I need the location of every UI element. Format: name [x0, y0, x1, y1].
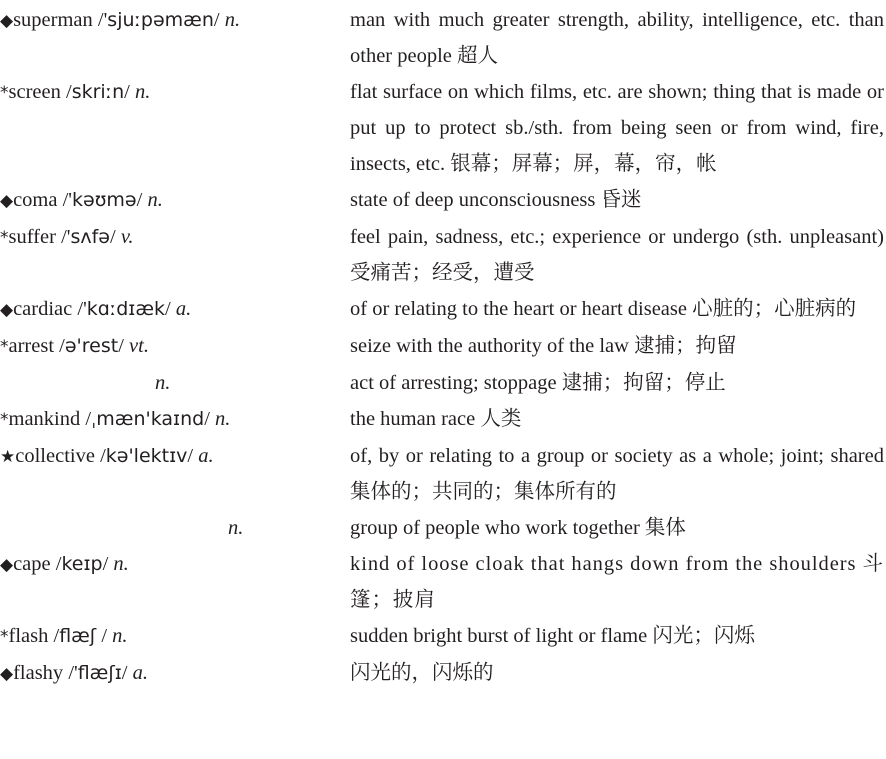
definition-cardiac: of or relating to the heart or heart disease 心脏的；心脏病的 — [350, 298, 857, 320]
headword-text: collective — [15, 445, 95, 467]
pron-open: /' — [55, 226, 71, 248]
glossary-entry-arrest — [0, 328, 884, 365]
pron-open: /' — [72, 298, 87, 320]
diamond-marker-icon: ◆ — [0, 555, 14, 575]
pron-open: / — [50, 553, 62, 575]
phonetic-transcription: keɪp — [61, 553, 103, 575]
pron-close: / — [102, 553, 114, 575]
headword-cape — [0, 546, 350, 583]
asterisk-marker-icon: * — [0, 410, 9, 430]
pron-open: /' — [57, 189, 72, 211]
phonetic-transcription: sjuːpəmæn — [107, 9, 214, 31]
headword-collective — [0, 438, 350, 475]
pron-close: / — [118, 335, 130, 357]
diamond-marker-icon: ◆ — [0, 300, 14, 320]
part-of-speech: n. — [215, 408, 231, 430]
glossary-entry-superman — [0, 2, 884, 74]
glossary-entry-collective-noun — [0, 510, 884, 546]
headword-flashy — [0, 655, 350, 692]
asterisk-marker-icon: * — [0, 627, 9, 647]
definition-suffer: feel pain, sadness, etc.; experience or undergo (sth. unpleasant) 受痛苦；经受，遭受 — [350, 226, 884, 284]
glossary-entry-cardiac — [0, 291, 884, 328]
phonetic-transcription: sʌfə — [70, 226, 110, 248]
pron-open: / — [48, 625, 60, 647]
star-marker-icon: ★ — [0, 447, 16, 467]
asterisk-marker-icon: * — [0, 83, 9, 103]
part-of-speech: v. — [120, 226, 134, 248]
pron-close: / — [136, 189, 148, 211]
definition-flash: sudden bright burst of light or flame 闪光；闪烁 — [350, 625, 755, 647]
part-of-speech: n. — [224, 9, 241, 31]
asterisk-marker-icon: * — [0, 228, 9, 248]
headword-text: superman — [13, 9, 93, 31]
pron-close: / — [124, 81, 135, 103]
definition-flashy: 闪光的，闪烁的 — [350, 662, 494, 684]
definition-mankind: the human race 人类 — [350, 408, 522, 430]
headword-text: cape — [13, 553, 51, 575]
definition-superman: man with much greater strength, ability, intelligence, etc. than other people 超人 — [350, 9, 884, 67]
pron-open: /' — [63, 662, 78, 684]
headword-coma — [0, 182, 350, 219]
headword-suffer — [0, 219, 350, 256]
pron-close: / — [96, 625, 113, 647]
headword-arrest-noun — [0, 365, 350, 401]
part-of-speech: n. — [155, 372, 171, 394]
part-of-speech: vt. — [129, 335, 149, 357]
phonetic-transcription: flæʃɪ — [77, 662, 122, 684]
pron-close: / — [165, 298, 176, 320]
part-of-speech: n. — [134, 81, 151, 103]
part-of-speech: n. — [228, 517, 244, 539]
definition-collective-a: of, by or relating to a group or society as a whole; joint; shared 集体的；共同的；集体所有的 — [350, 445, 884, 503]
pron-open: /' — [92, 9, 108, 31]
headword-text: flash — [8, 625, 49, 647]
glossary-entry-flash — [0, 618, 884, 655]
part-of-speech: a. — [132, 662, 148, 684]
phonetic-transcription: skriːn — [71, 81, 125, 103]
headword-arrest — [0, 328, 350, 365]
phonetic-transcription: flæʃ — [59, 625, 97, 647]
definition-cape: kind of loose cloak that hangs down from the shoulders 斗篷；披肩 — [350, 553, 884, 611]
part-of-speech: a. — [198, 445, 214, 467]
headword-superman — [0, 2, 350, 39]
diamond-marker-icon: ◆ — [0, 191, 14, 211]
asterisk-marker-icon: * — [0, 337, 9, 357]
definition-screen: flat surface on which films, etc. are shown; thing that is made or put up to protect sb./sth. from being seen or from wind, fire, insects, etc. 银幕；屏幕；屏，幕，帘，帐 — [350, 81, 884, 175]
headword-text: mankind — [8, 408, 81, 430]
definition-arrest-vt: seize with the authority of the law 逮捕；拘留 — [350, 335, 737, 357]
part-of-speech: a. — [175, 298, 192, 320]
pron-close: / — [213, 9, 225, 31]
headword-text: suffer — [8, 226, 56, 248]
glossary-entry-collective — [0, 438, 884, 510]
glossary-entry-cape — [0, 546, 884, 618]
pron-open: / — [94, 445, 106, 467]
pron-close: / — [204, 408, 216, 430]
diamond-marker-icon: ◆ — [0, 11, 14, 31]
headword-screen — [0, 74, 350, 111]
definition-arrest-n: act of arresting; stoppage 逮捕；拘留；停止 — [350, 372, 726, 394]
diamond-marker-icon: ◆ — [0, 664, 14, 684]
glossary-entry-flashy — [0, 655, 884, 692]
glossary-entry-suffer — [0, 219, 884, 291]
headword-text: cardiac — [13, 298, 73, 320]
headword-cardiac — [0, 291, 350, 328]
phonetic-transcription: kəʊmə — [72, 189, 137, 211]
pron-open: / — [54, 335, 65, 357]
pron-close: / — [187, 445, 199, 467]
definition-coma: state of deep unconsciousness 昏迷 — [350, 189, 642, 211]
headword-text: screen — [8, 81, 61, 103]
headword-collective-noun — [0, 510, 350, 546]
headword-flash — [0, 618, 350, 655]
pron-close: / — [121, 662, 133, 684]
headword-text: flashy — [13, 662, 64, 684]
part-of-speech: n. — [112, 625, 128, 647]
glossary-list — [0, 2, 884, 692]
phonetic-transcription: ə'rest — [64, 335, 119, 357]
pron-open: / — [60, 81, 72, 103]
glossary-entry-arrest-noun — [0, 365, 884, 401]
part-of-speech: n. — [113, 553, 129, 575]
glossary-entry-mankind — [0, 401, 884, 438]
glossary-entry-coma — [0, 182, 884, 219]
glossary-entry-screen — [0, 74, 884, 182]
headword-text: coma — [13, 189, 58, 211]
headword-mankind — [0, 401, 350, 438]
phonetic-transcription: kə'lektɪv — [105, 445, 188, 467]
headword-text: arrest — [8, 335, 55, 357]
phonetic-transcription: ˌmæn'kaɪnd — [91, 408, 205, 430]
definition-collective-n: group of people who work together 集体 — [350, 517, 686, 539]
phonetic-transcription: kɑːdɪæk — [86, 298, 166, 320]
part-of-speech: n. — [147, 189, 163, 211]
pron-close: / — [109, 226, 121, 248]
pron-open: / — [80, 408, 92, 430]
